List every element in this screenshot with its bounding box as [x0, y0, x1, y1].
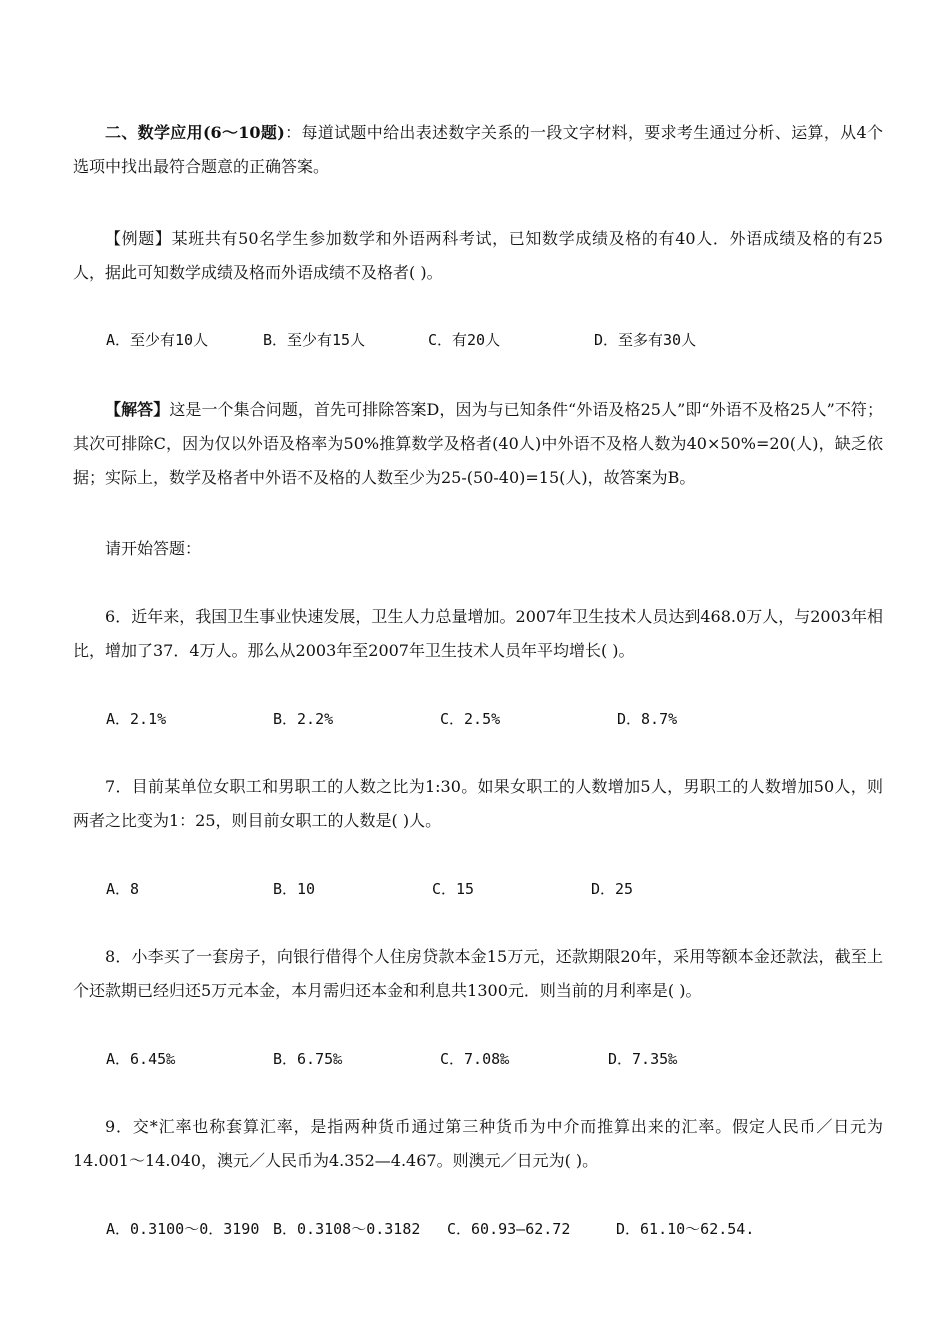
question-9-option-d: D．61.10～62.54. — [616, 1220, 755, 1238]
start-prompt: 请开始答题： — [105, 539, 202, 558]
example-question — [73, 222, 883, 290]
question-6-option-b: B．2.2% — [273, 710, 334, 728]
question-7-option-b: B．10 — [273, 880, 316, 898]
question-8: 8．小李买了一套房子，向银行借得个人住房贷款本金15万元，还款期限20年，采用等额本金还款法，截至上个还款期已经归还5万元本金，本月需归还本金和利息共1300元．则当前的月利率是( )。 — [73, 947, 883, 1000]
section-heading: 二、数学应用(6～10题) — [105, 123, 285, 142]
example-label: 【例题】 — [105, 229, 172, 248]
question-9: 9．交*汇率也称套算汇率，是指两种货币通过第三种货币为中介而推算出来的汇率。假定人民币／日元为14.001～14.040，澳元／人民币为4.352—4.467。则澳元／日元为( )。 — [73, 1117, 883, 1170]
example-option-a: A．至少有10人 — [106, 331, 209, 349]
question-7-option-a: A．8 — [106, 880, 140, 898]
example-option-c: C．有20人 — [428, 331, 501, 349]
question-6-option-a: A．2.1% — [106, 710, 167, 728]
question-9-options — [106, 1214, 886, 1244]
solution-text: 这是一个集合问题，首先可排除答案D，因为与已知条件“外语及格25人”即“外语不及格25人”不符；其次可排除C，因为仅以外语及格率为50%推算数学及格者(40人)中外语不及格人数为40×50%=20(人)，缺乏依据；实际上，数学及格者中外语不及格的人数至少为25-(50-40)=15(人)，故答案为B。 — [73, 400, 883, 487]
example-option-d: D．至多有30人 — [594, 331, 697, 349]
question-6-option-c: C．2.5% — [440, 710, 501, 728]
question-8-option-a: A．6.45‰ — [106, 1050, 176, 1068]
question-6-options — [106, 704, 886, 734]
question-7: 7．目前某单位女职工和男职工的人数之比为1:30。如果女职工的人数增加5人，男职工的人数增加50人，则两者之比变为1：25，则目前女职工的人数是( )人。 — [73, 777, 883, 830]
question-7-option-d: D．25 — [591, 880, 634, 898]
example-text: 某班共有50名学生参加数学和外语两科考试，已知数学成绩及格的有40人．外语成绩及格的有25人，据此可知数学成绩及格而外语成绩不及格者( )。 — [73, 229, 883, 282]
section-intro — [73, 116, 883, 184]
question-6-option-d: D．8.7% — [617, 710, 678, 728]
example-options — [106, 325, 886, 355]
question-8-options — [106, 1044, 886, 1074]
section-intro-text: ：每道试题中给出表述数字关系的一段文字材料，要求考生通过分析、运算，从4个选项中找出最符合题意的正确答案。 — [73, 123, 883, 176]
question-8-option-c: C．7.08‰ — [440, 1050, 510, 1068]
question-8-option-b: B．6.75‰ — [273, 1050, 343, 1068]
solution-label: 【解答】 — [105, 400, 170, 419]
question-9-option-a: A．0.3100～0．3190 — [106, 1220, 260, 1238]
question-7-options — [106, 874, 886, 904]
question-8-option-d: D．7.35‰ — [608, 1050, 678, 1068]
question-6: 6．近年来，我国卫生事业快速发展，卫生人力总量增加。2007年卫生技术人员达到468.0万人，与2003年相比，增加了37．4万人。那么从2003年至2007年卫生技术人员年平均增长( )。 — [73, 607, 883, 660]
solution-paragraph — [73, 393, 883, 495]
question-7-option-c: C．15 — [432, 880, 475, 898]
example-option-b: B．至少有15人 — [263, 331, 366, 349]
question-9-option-c: C．60.93—62.72 — [447, 1220, 571, 1238]
question-9-option-b: B．0.3108～0.3182 — [273, 1220, 421, 1238]
